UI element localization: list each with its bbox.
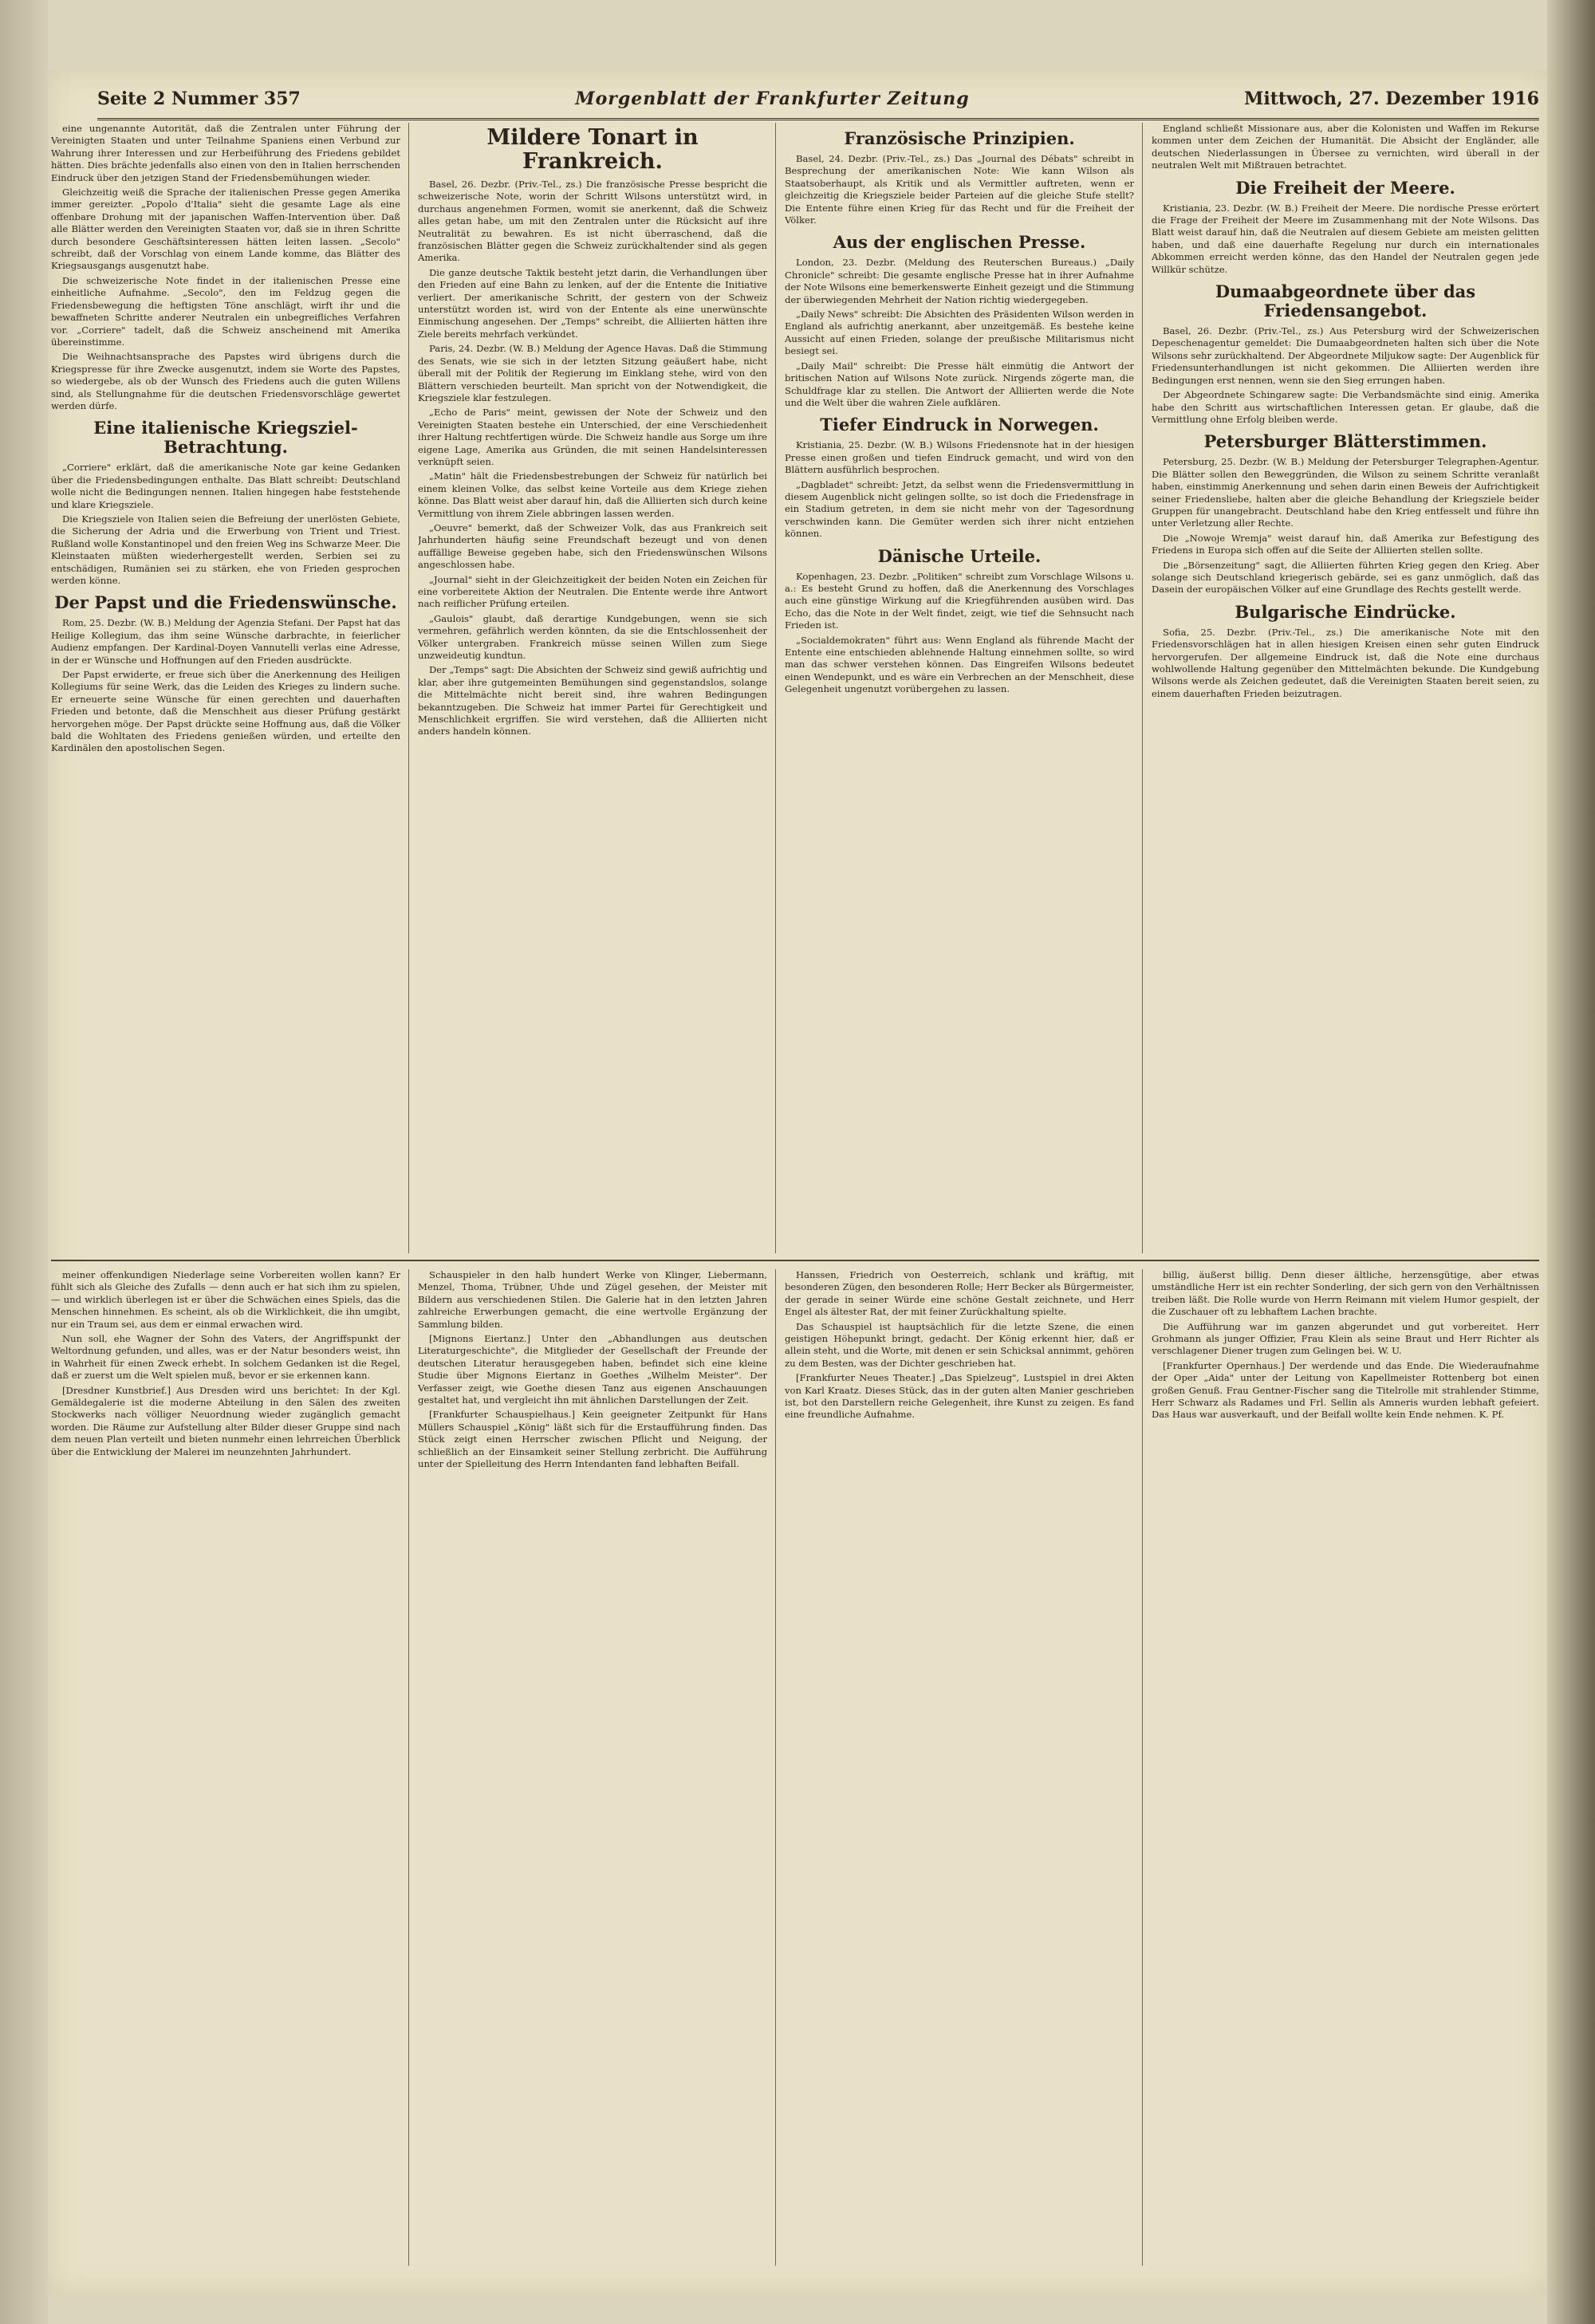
column-rule (408, 1269, 409, 2266)
feuilleton-column-3 (785, 1269, 1134, 2266)
article-text: „Daily News" schreibt: Die Absichten des Präsidenten Wilson werden in England als aufrichtig anerkannt, aber unzeitgemäß. Es bestehe keine Aussicht auf einen Frieden, solange der preußische Militarismus nicht besiegt sei. (785, 309, 1134, 357)
newspaper-page (48, 70, 1547, 2295)
article-text: Die Kriegsziele von Italien seien die Befreiung der unerlösten Gebiete, die Sicherung der Adria und die Erwerbung von Trient und Triest. Rußland wolle Konstantinopel und den freien Weg ins Schwarze Meer. Die Kleinstaaten müßten wiederhergestellt werden, Serbien sei zu entschädigen, Rumänien sei zu stärken, ehe von Frieden gesprochen werden könne. (51, 513, 400, 586)
feuilleton-column-4 (1152, 1269, 1539, 2266)
article-text: Gleichzeitig weiß die Sprache der italienischen Presse gegen Amerika immer gereizter. „Popolo d'Italia" sieht die gesamte Lage als eine offenbare Drohung mit der japanischen Waffen-Intervention über. Daß alle Blätter werden den Vereinigten Staaten vor, daß sie in ihren Schritte durch besondere Geschäftsinteressen hätten leiten lassen. „Secolo" schreibt, daß der Vorschlag von einem Lande komme, das Blätter des Kriegsausgangs ausgenutzt habe. (51, 187, 400, 272)
article-text: „Gaulois" glaubt, daß derartige Kundgebungen, wenn sie sich vermehren, gefährlich werden könnten, da sie die Entschlossenheit der Völker untergraben. Frankreich müsse seinen Willen zum Siege unzweideutig kundtun. (418, 612, 767, 662)
article-text: „Dagbladet" schreibt: Jetzt, da selbst wenn die Friedensvermittlung in diesem Augenblick nicht gelingen sollte, so ist doch die Friedensfrage in ein Stadium getreten, in dem sie nicht mehr von der Tagesordnung verschwinden kann. Die Gemüter werden sich ihrer nicht entziehen können. (785, 478, 1134, 540)
feuilleton-divider (51, 1260, 1539, 1261)
article-text: „Journal" sieht in der Gleichzeitigkeit der beiden Noten ein Zeichen für eine vorbereitete Aktion der Neutralen. Die Entente werde ihre Antwort nach reiflicher Prüfung erteilen. (418, 573, 767, 610)
article-text: Rom, 25. Dezbr. (W. B.) Meldung der Agenzia Stefani. Der Papst hat das Heilige Kollegium, das ihm seine Wünsche darbrachte, in feierlicher Audienz empfangen. Der Kardinal-Doyen Vannutelli verlas eine Adresse, in der er Wünsche und Hoffnungen auf den Frieden ausdrückte. (51, 617, 400, 666)
headline: Die Freiheit der Meere. (1235, 177, 1455, 198)
feuilleton-text: [Mignons Eiertanz.] Unter den „Abhandlungen aus deutschen Literaturgeschichte", die Mitglieder der Gesellschaft der Freunde der deutschen Literatur herausgegeben haben, befindet sich eine kleine Studie über Mignons Eiertanz in Goethes „Wilhelm Meister". Der Verfasser zeigt, wie Goethe diesen Tanz aus eigenen Anschauungen gestaltet hat, und vergleicht ihn mit ähnlichen Darstellungen der Zeit. (418, 1333, 767, 1406)
article-text: „Socialdemokraten" führt aus: Wenn England als führende Macht der Entente eine entschieden ablehnende Haltung einnehmen sollte, so wird man das schwer verstehen können. Das Eingreifen Wilsons bedeutet einen Wendepunkt, und es wäre ein Verbrechen an der Menschheit, diese Gelegenheit ungenutzt vorübergehen zu lassen. (785, 634, 1134, 695)
headline: Dumaabgeordnete über das Friedensangebot. (1215, 281, 1476, 321)
feuilleton-text: Hanssen, Friedrich von Oesterreich, schlank und kräftig, mit besonderen Zügen, den besonderen Rolle; Herr Becker als Bürgermeister, der gerade in seiner Würde eine schöne Gestalt zeichnete, und Herr Engel als ältester Rat, der mit feiner Zurückhaltung spielte. (785, 1269, 1134, 1318)
newspaper-title: Morgenblatt der Frankfurter Zeitung (575, 88, 970, 109)
article-text: Petersburg, 25. Dezbr. (W. B.) Meldung der Petersburger Telegraphen-Agentur. Die Blätter sollen den Beweggründen, die Wilson zu seinem Schritte veranlaßt haben, einstimmig Anerkennung und sehen darin einen Beweis der Aufrichtigkeit seiner Friedensliebe, halten aber die gleiche Behandlung der Kriegsziele beider Gruppen für unangebracht. Deutschland habe den Krieg entfesselt und führe ihn unter Verletzung aller Rechte. (1152, 456, 1539, 529)
article-text: Sofia, 25. Dezbr. (Priv.-Tel., zs.) Die amerikanische Note mit den Friedensvorschlägen hat in allen hiesigen Kreisen einen sehr guten Eindruck hervorgerufen. Der allgemeine Eindruck ist, daß die Note eine durchaus wohlwollende Haltung gegenüber den Mittelmächten bekunde. Die Kundgebung Wilsons werde als Zeichen gedeutet, daß die Vereinigten Staaten bereit seien, zu einem dauerhaften Frieden beizutragen. (1152, 626, 1539, 699)
headline: Bulgarische Eindrücke. (1235, 601, 1456, 622)
article-text: Die „Nowoje Wremja" weist darauf hin, daß Amerika zur Befestigung des Friedens in Europa sich offen auf die Seite der Alliierten stellen sollte. (1152, 532, 1539, 556)
article-text: Der Papst erwiderte, er freue sich über die Anerkennung des Heiligen Kollegiums für seine Werk, das die Leiden des Krieges zu lindern suche. Er erneuerte seine Wünsche für einen gerechten und dauerhaften Frieden und betonte, daß die Menschheit aus dieser Prüfung gestärkt hervorgehen möge. Der Papst drückte seine Hoffnung aus, daß die Völker bald die Wohltaten des Friedens genießen würden, und erteilte den Kardinälen den apostolischen Segen. (51, 669, 400, 754)
headline: Eine italienische Kriegsziel-Betrachtung. (93, 418, 358, 458)
article-text: Basel, 26. Dezbr. (Priv.-Tel., zs.) Die französische Presse bespricht die schweizerische Note, worin der Schritt Wilsons unterstützt wird, in durchaus angenehmen Formen, womit sie anerkennt, daß die Schweiz alles getan habe, um mit den Zentralen unter die Rücksicht auf ihre Neutralität zu bewahren. Es ist nicht überraschend, daß die französischen Blätter gegen die Schweiz zurückhaltender sind als gegen Amerika. (418, 179, 767, 264)
article-text: „Matin" hält die Friedensbestrebungen der Schweiz für natürlich bei einem kleinen Volke, das selbst keine Vorteile aus dem Kriege ziehen könne. Das Blatt weist aber darauf hin, daß die Alliierten sich durch keine Vermittlung von ihrem Ziele abbringen lassen werden. (418, 470, 767, 519)
feuilleton-text: [Frankfurter Neues Theater.] „Das Spielzeug", Lustspiel in drei Akten von Karl Kraatz. Dieses Stück, das in der guten alten Manier geschrieben ist, bot den Darstellern reiche Gelegenheit, ihre Kunst zu zeigen. Es fand eine freundliche Aufnahme. (785, 1372, 1134, 1421)
article-text: Die ganze deutsche Taktik besteht jetzt darin, die Verhandlungen über den Frieden auf eine Bahn zu lenken, auf der die Entente die Initiative verliert. Der amerikanische Schritt, der gestern von der Schweiz unterstützt worden ist, wird von der Entente als eine unerwünschte Einmischung angesehen. Der „Temps" schreibt, die Alliierten hätten ihre Ziele bereits mehrfach verkündet. (418, 266, 767, 340)
article-text: Basel, 26. Dezbr. (Priv.-Tel., zs.) Aus Petersburg wird der Schweizerischen Depeschenagentur gemeldet: Die Dumaabgeordneten halten sich über die Note Wilsons sehr zurückhaltend. Der Abgeordnete Miljukow sagte: Der Augenblick für Friedensunterhandlungen ist nicht gekommen. Die Alliierten werden ihre Bedingungen erst nennen, wenn sie den Sieg errungen haben. (1152, 325, 1539, 386)
feuilleton-text: [Dresdner Kunstbrief.] Aus Dresden wird uns berichtet: In der Kgl. Gemäldegalerie ist die moderne Abteilung in den Sälen des zweiten Stockwerks nach völliger Neuordnung wieder zugänglich gemacht worden. Die Räume zur Aufstellung alter Bilder dieser Gruppe sind nach dem neuen Plan verteilt und bieten nunmehr einen lehrreichen Überblick über die Entwicklung der Malerei im neunzehnten Jahrhundert. (51, 1384, 400, 1457)
column-rule (1142, 1269, 1143, 2266)
feuilleton-text: Die Aufführung war im ganzen abgerundet und gut vorbereitet. Herr Grohmann als junger Offizier, Frau Klein als seine Braut und Herr Richter als verschlagener Diener trugen zum Gelingen bei. W. U. (1152, 1320, 1539, 1357)
article-text: Kristiania, 23. Dezbr. (W. B.) Freiheit der Meere. Die nordische Presse erörtert die Frage der Freiheit der Meere im Zusammenhang mit der Note Wilsons. Das Blatt weist darauf hin, daß die Neutralen auf diesem Gebiete am meisten gelitten haben, und daß eine dauerhafte Regelung nur durch ein internationales Abkommen erreicht werden könne, das den Handel der Neutralen gegen jede Willkür schütze. (1152, 202, 1539, 275)
article-text: „Daily Mail" schreibt: Die Presse hält einmütig die Antwort der britischen Nation auf Wilsons Note zurück. Nirgends zögerte man, die Schuldfrage klar zu stellen. Die Antwort der Alliierten werde die Note und die Welt über die wahren Ziele aufklären. (785, 360, 1134, 408)
column-rule (1142, 123, 1143, 1253)
article-text: „Echo de Paris" meint, gewissen der Note der Schweiz und den Vereinigten Staaten bestehe ein Unterschied, der eine Verschiedenheit ihrer Haltung rechtfertigen würde. Die Schweiz handle aus Sorge um ihre eigene Lage, Amerika aus Gründen, die mit seinen Handelsinteressen verknüpft seien. (418, 407, 767, 467)
article-text: Basel, 24. Dezbr. (Priv.-Tel., zs.) Das „Journal des Débats" schreibt in Besprechung der amerikanischen Note: Wie kann Wilson als Staatsoberhaupt, als Kritik und als Vermittler auftreten, wenn er gleichzeitig die Kriegsziele beider Parteien auf die gleiche Stufe stellt? Die Entente führe einen Krieg für das Recht und für die Freiheit der Völker. (785, 153, 1134, 226)
article-text: Der „Temps" sagt: Die Absichten der Schweiz sind gewiß aufrichtig und klar, aber ihre gutgemeinten Bemühungen sind gegenstandslos, solange die Mittelmächte nicht bereit sind, ihre wahren Bedingungen bekanntzugeben. Die Schweiz hat immer Partei für Gerechtigkeit und Menschlichkeit ergriffen. Sie wird verstehen, daß die Alliierten nicht anders handeln können. (418, 664, 767, 737)
column-rule (775, 1269, 776, 2266)
headline: Aus der englischen Presse. (833, 232, 1086, 253)
feuilleton-column-2 (418, 1269, 767, 2266)
headline: Französische Prinzipien. (844, 128, 1075, 148)
feuilleton-text: Schauspieler in den halb hundert Werke von Klinger, Liebermann, Menzel, Thoma, Trübner, Uhde und Zügel gesehen, der Meister mit Bildern aus verschiedenen Stilen. Die Galerie hat in den letzten Jahren zahlreiche Erwerbungen gemacht, die eine wertvolle Ergänzung der Sammlung bilden. (418, 1269, 767, 1330)
article-text: „Corriere" erklärt, daß die amerikanische Note gar keine Gedanken über die Friedensbedingungen enthalte. Das Blatt schreibt: Deutschland wolle nicht die Bedingungen nennen. Italien hingegen habe feststehende und klare Kriegsziele. (51, 462, 400, 510)
article-text: Die „Börsenzeitung" sagt, die Alliierten führten Krieg gegen den Krieg. Aber solange sich Deutschland kriegerisch gebärde, sei es ganz unmöglich, daß das Dasein der europäischen Völker auf eine Grundlage des Rechts gestellt werde. (1152, 559, 1539, 596)
feuilleton-text: billig, äußerst billig. Denn dieser ältliche, herzensgütige, aber etwas umständliche Herr ist ein rechter Sonderling, der sich gern von den Verhältnissen treiben läßt. Die Rolle wurde von Herrn Reimann mit vielem Humor gespielt, der die Zuschauer oft zu lebhaftem Lachen brachte. (1152, 1269, 1539, 1318)
headline: Petersburger Blätterstimmen. (1203, 431, 1487, 452)
feuilleton-text: Das Schauspiel ist hauptsächlich für die letzte Szene, die einen geistigen Höhepunkt bringt, gedacht. Der König erkennt hier, daß er allein steht, und die Worte, mit denen er sein Schicksal annimmt, gehören zu dem Besten, was der Dichter geschrieben hat. (785, 1320, 1134, 1369)
article-text: London, 23. Dezbr. (Meldung des Reuterschen Bureaus.) „Daily Chronicle" schreibt: Die gesamte englische Presse hat in ihrer Aufnahme der Note Wilsons eine bemerkenswerte Einheit gezeigt und die Stimmung der überwiegenden Mehrheit der Nation richtig wiedergegeben. (785, 257, 1134, 305)
headline: Dänische Urteile. (877, 545, 1042, 566)
article-text: Kristiania, 25. Dezbr. (W. B.) Wilsons Friedensnote hat in der hiesigen Presse einen großen und tiefen Eindruck gemacht, und wird von den Blättern ausführlich besprochen. (785, 439, 1134, 476)
headline: Tiefer Eindruck in Norwegen. (820, 415, 1099, 435)
column-2 (418, 123, 767, 1253)
page-header (97, 83, 1539, 120)
article-text: England schließt Missionare aus, aber die Kolonisten und Waffen im Rekurse kommen unter dem Zeichen der Humanität. Die Absicht der Engländer, alle deutschen Niederlassungen in Übersee zu vernichten, wird überall in der neutralen Welt mit Mißtrauen betrachtet. (1152, 123, 1539, 171)
page-number: Seite 2 Nummer 357 (97, 88, 301, 109)
article-text: Die schweizerische Note findet in der italienischen Presse eine einheitliche Aufnahme. „Secolo", den im Feldzug gegen die Friedensbewegung die heftigsten Töne anschlägt, wirft ihr und die bewaffneten Schritte anderer Neutralen ein unbegreifliches Verfahren vor. „Corriere" tadelt, daß die Schweiz anscheinend mit Amerika übereinstimme. (51, 274, 400, 348)
column-rule (408, 123, 409, 1253)
paper-edge-left (0, 0, 48, 2324)
feuilleton-column-1 (51, 1269, 400, 2266)
article-text: Paris, 24. Dezbr. (W. B.) Meldung der Agence Havas. Daß die Stimmung des Senats, wie sie sich in der letzten Sitzung geäußert habe, nicht überall mit der Politik der Regierung im Einklang stehe, wird von den Blättern verschieden beurteilt. Man spricht von der Notwendigkeit, die Kriegsziele klar festzulegen. (418, 343, 767, 403)
column-1 (51, 123, 400, 1253)
column-3 (785, 123, 1134, 1253)
headline: Mildere Tonart in Frankreich. (486, 125, 699, 174)
feuilleton-text: [Frankfurter Schauspielhaus.] Kein geeigneter Zeitpunkt für Hans Müllers Schauspiel „König" läßt sich für die Erstaufführung finden. Das Stück zeigt einen Herrscher zwischen Pflicht und Neigung, der schließlich an der Einsamkeit seiner Stellung zerbricht. Die Aufführung unter der Spielleitung des Herrn Intendanten fand lebhaften Beifall. (418, 1409, 767, 1470)
feuilleton-text: meiner offenkundigen Niederlage seine Vorbereiten wollen kann? Er fühlt sich als Gleiche des Zufalls — denn auch er hat sich ihm zu spielen, — und wirklich überlegen ist er über die Schwächen eines Spiels, das die Menschen hinnehmen. Es scheint, als ob die Wirklichkeit, die ihn umgibt, nur ein Traum sei, aus dem er einmal erwachen wird. (51, 1269, 400, 1330)
issue-date: Mittwoch, 27. Dezember 1916 (1244, 88, 1539, 109)
column-rule (775, 123, 776, 1253)
column-4 (1152, 123, 1539, 1253)
feuilleton-text: Nun soll, ehe Wagner der Sohn des Vaters, der Angriffspunkt der Weltordnung gefunden, und alles, was er der Natur besonders weist, ihn in Wahrheit für einen Zweck erhebt. In solchem Gedanken ist die Regel, daß er zuerst um die Welt spielen muß, bevor er sie erkennen kann. (51, 1333, 400, 1382)
article-text: „Oeuvre" bemerkt, daß der Schweizer Volk, das aus Frankreich seit Jahrhunderten häufig seine Freundschaft bezeugt und von denen auffällige Beweise gegeben habe, sich den Friedenswünschen Wilsons angeschlossen habe. (418, 521, 767, 571)
book-binding (1547, 0, 1595, 2324)
feuilleton-text: [Frankfurter Opernhaus.] Der werdende und das Ende. Die Wiederaufnahme der Oper „Aida" unter der Leitung von Kapellmeister Rottenberg bot einen großen Genuß. Frau Gentner-Fischer sang die Titelrolle mit strahlender Stimme, Herr Schwarz als Radames und Frl. Sellin als Amneris wurden lebhaft gefeiert. Das Haus war ausverkauft, und der Beifall wollte kein Ende nehmen. K. Pf. (1152, 1359, 1539, 1421)
article-text: eine ungenannte Autorität, daß die Zentralen unter Führung der Vereinigten Staaten und unter Teilnahme Spaniens einen Verbund zur Wahrung ihrer Interessen und zur Herbeiführung des Friedens gebildet hätten. Dies brächte jedenfalls also einen von den in Italien herrschenden Eindruck über den jetzigen Stand der Friedensbemühungen wieder. (51, 123, 400, 183)
article-text: Kopenhagen, 23. Dezbr. „Politiken" schreibt zum Vorschlage Wilsons u. a.: Es besteht Grund zu hoffen, daß die Anerkennung des Vorschlages auch eine günstige Wirkung auf die Kriegführenden ausüben wird. Das Echo, das die Note in der Welt findet, zeigt, wie tief die Sehnsucht nach Frieden ist. (785, 570, 1134, 631)
article-text: Die Weihnachtsansprache des Papstes wird übrigens durch die Kriegspresse für ihre Zwecke ausgenutzt, indem sie Worte des Papstes, so wiedergebe, als ob der Wunsch des Friedens auch die guten Willens sind, als Stellungnahme für die deutschen Friedensvorschläge gewertet werden dürfe. (51, 351, 400, 411)
headline: Der Papst und die Friedenswünsche. (54, 592, 397, 613)
article-text: Der Abgeordnete Schingarew sagte: Die Verbandsmächte sind einig. Amerika habe den Schritt aus wirtschaftlichen Interessen getan. Er glaube, daß die Vermittlung ohne Erfolg bleiben werde. (1152, 389, 1539, 425)
